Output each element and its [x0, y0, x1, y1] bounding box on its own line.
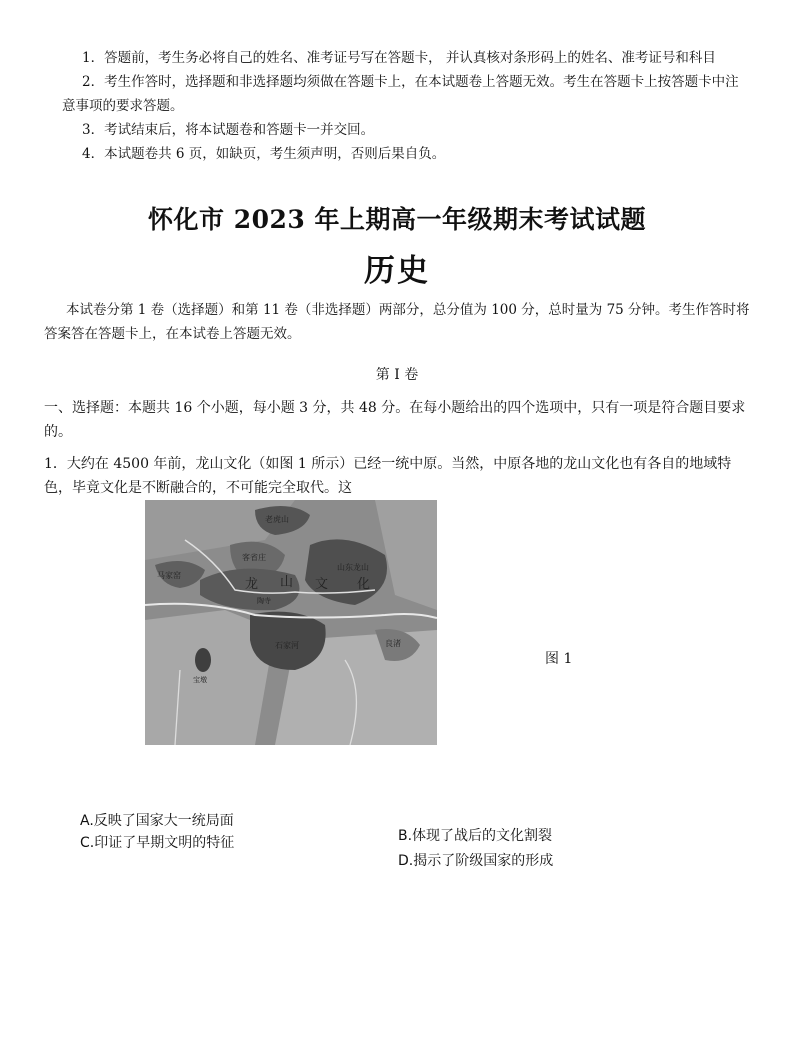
map-label-shijiahe: 石家河 — [275, 641, 299, 650]
exam-title: 怀化市 2023 年上期高一年级期末考试试题 — [148, 205, 646, 234]
exam-subject: 历史 — [364, 253, 430, 289]
option-c[interactable]: C.印证了早期文明的特征 — [80, 835, 235, 851]
option-d[interactable]: D.揭示了阶级国家的形成 — [398, 853, 554, 869]
map-label-wen: 文 — [315, 577, 329, 592]
notice-item-3: 3．考试结束后，将本试题卷和答题卡一并交回。 — [82, 122, 375, 138]
map-label-majiayao: 马家窑 — [157, 571, 181, 580]
exam-notice — [62, 46, 752, 166]
map-label-kexingzhuang: 客省庄 — [242, 553, 266, 562]
option-a[interactable]: A.反映了国家大一统局面 — [80, 813, 234, 829]
section-instructions: 一、选择题：本题共 16 个小题，每小题 3 分，共 48 分。在每小题给出的四个选项中，只有一项是符合题目要求的。 — [44, 400, 746, 440]
map-label-baodun: 宝墩 — [193, 676, 207, 684]
baodun-region — [195, 648, 211, 672]
notice-item-2: 2．考生作答时，选择题和非选择题均须做在答题卡上，在本试题卷上答题无效。考生在答题卡上按答题卡中注意事项的要求答题。 — [62, 74, 739, 114]
map-label-liangzhu: 良渚 — [385, 639, 401, 648]
longshan-culture-map — [145, 500, 437, 745]
figure-label: 图 1 — [545, 651, 573, 667]
map-label-laohushan: 老虎山 — [265, 515, 289, 524]
notice-item-4: 4．本试题卷共 6 页，如缺页，考生须声明，否则后果自负。 — [82, 146, 446, 162]
map-label-shandong: 山东龙山 — [337, 563, 369, 572]
map-label-taosi: 陶寺 — [257, 597, 271, 605]
question-1-stem: 1．大约在 4500 年前，龙山文化（如图 1 所示）已经一统中原。当然，中原各地的龙山文化也有各自的地域特色，毕竟文化是不断融合的，不可能完全取代。这 — [44, 456, 732, 496]
exam-intro: 本试卷分第 1 卷（选择题）和第 11 卷（非选择题）两部分，总分值为 100 分，总时量为 75 分钟。考生作答时将答案答在答题卡上，在本试卷上答题无效。 — [44, 302, 750, 342]
option-b[interactable]: B.体现了战后的文化割裂 — [398, 828, 553, 844]
map-label-hua: 化 — [357, 577, 371, 592]
map-label-long: 龙 — [245, 577, 259, 592]
part-heading: 第 I 卷 — [375, 367, 419, 383]
map-label-shan: 山 — [280, 575, 294, 590]
notice-item-1: 1．答题前，考生务必将自己的姓名、准考证号写在答题卡， 并认真核对条形码上的姓名、准考证号和科目 — [82, 50, 716, 66]
